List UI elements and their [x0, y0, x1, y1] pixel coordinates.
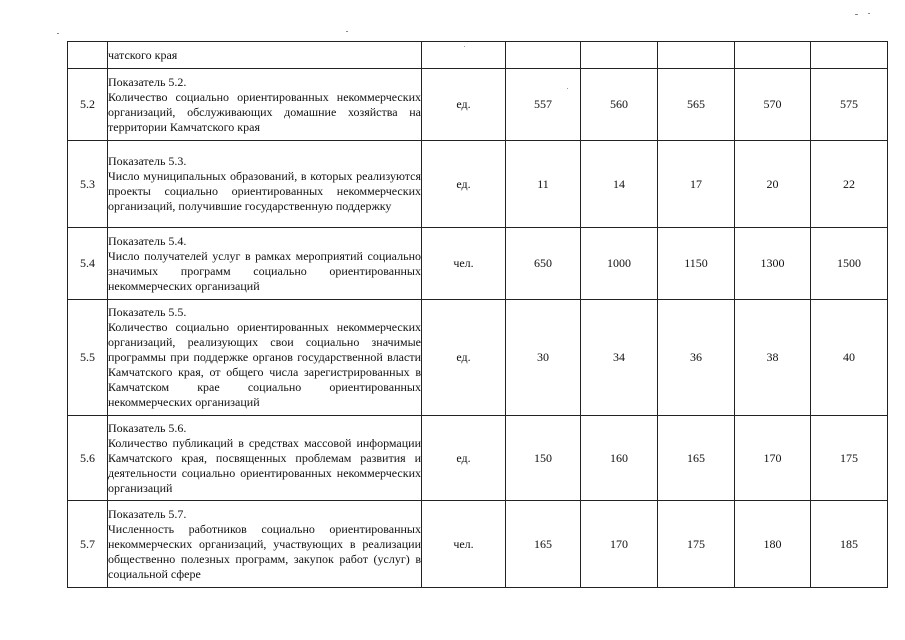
value-cell: [735, 42, 811, 69]
table-row: [68, 228, 888, 300]
value-cell: 1500: [811, 228, 888, 300]
value-cell: 36: [658, 300, 735, 416]
value-cell: 1000: [581, 228, 658, 300]
unit-cell: [422, 42, 506, 69]
indicator-title: Показатель 5.4.: [108, 233, 187, 248]
row-number: 5.6: [68, 416, 108, 501]
scan-speck: [868, 13, 870, 14]
value-cell: 11: [506, 141, 581, 228]
indicator-title: Показатель 5.5.: [108, 305, 187, 319]
scan-speck: [346, 31, 348, 32]
indicator-description: Число муниципальных образований, в которых реализуются проекты социально ориентированных некоммерческих организаций, получившие государственную поддержку: [108, 169, 421, 213]
value-cell: 175: [811, 416, 888, 501]
unit-cell: чел.: [422, 501, 506, 588]
value-cell: 30: [506, 300, 581, 416]
value-cell: 185: [811, 501, 888, 588]
value-cell: 170: [581, 501, 658, 588]
value-cell: [811, 42, 888, 69]
value-cell: 150: [506, 416, 581, 501]
indicator-text: [108, 42, 422, 69]
value-cell: 165: [658, 416, 735, 501]
indicator-description: Количество социально ориентированных некоммерческих организаций, обслуживающих домашние хозяйства на территории Камчатского края: [108, 89, 421, 134]
table-row: [68, 416, 888, 501]
row-number: 5.2: [68, 69, 108, 141]
value-cell: 575: [811, 69, 888, 141]
value-cell: 34: [581, 300, 658, 416]
indicator-description: Численность работников социально ориентированных некоммерческих организаций, участвующих в реализации общественно полезных программ, закупок работ (услуг) в социальной сфере: [108, 521, 421, 581]
indicators-table: [67, 41, 888, 588]
value-cell: 160: [581, 416, 658, 501]
value-cell: 170: [735, 416, 811, 501]
scan-speck: [57, 33, 59, 34]
table-row: [68, 69, 888, 141]
indicator-text: [108, 228, 422, 300]
indicator-text: [108, 141, 422, 228]
value-cell: 1150: [658, 228, 735, 300]
value-cell: 180: [735, 501, 811, 588]
row-number: [68, 42, 108, 69]
indicator-description: чатского края: [108, 47, 178, 62]
indicator-title: Показатель 5.6.: [108, 420, 187, 435]
value-cell: 17: [658, 141, 735, 228]
value-cell: 557: [506, 69, 581, 141]
value-cell: 565: [658, 69, 735, 141]
table-row: [68, 300, 888, 416]
indicator-text: [108, 501, 422, 588]
value-cell: 38: [735, 300, 811, 416]
row-number: 5.3: [68, 141, 108, 228]
indicator-text: [108, 69, 422, 141]
table-row: [68, 501, 888, 588]
indicator-title: Показатель 5.2.: [108, 74, 187, 89]
indicator-description: Число получателей услуг в рамках мероприятий социально значимых программ социально ориентированных некоммерческих организаций: [108, 248, 421, 293]
value-cell: [581, 42, 658, 69]
indicator-description: Количество социально ориентированных некоммерческих организаций, реализующих свои социально значимые программы при поддержке органов государственной власти Камчатского края, от общего числа зарегистрированных в Камчатском крае социально ориентированных некоммерческих организаций: [108, 320, 421, 409]
value-cell: 40: [811, 300, 888, 416]
unit-cell: ед.: [422, 416, 506, 501]
indicator-text: [108, 300, 422, 416]
unit-cell: чел.: [422, 228, 506, 300]
unit-cell: ед.: [422, 141, 506, 228]
row-number: 5.7: [68, 501, 108, 588]
row-number: 5.4: [68, 228, 108, 300]
scan-speck: [855, 14, 858, 15]
table-row-continuation: [68, 42, 888, 69]
value-cell: 1300: [735, 228, 811, 300]
row-number: 5.5: [68, 300, 108, 416]
indicator-text: [108, 416, 422, 501]
unit-cell: ед.: [422, 69, 506, 141]
value-cell: 22: [811, 141, 888, 228]
value-cell: 20: [735, 141, 811, 228]
value-cell: 560: [581, 69, 658, 141]
value-cell: 165: [506, 501, 581, 588]
indicator-title: Показатель 5.3.: [108, 154, 187, 168]
indicator-title: Показатель 5.7.: [108, 506, 187, 521]
value-cell: 570: [735, 69, 811, 141]
value-cell: [506, 42, 581, 69]
value-cell: 175: [658, 501, 735, 588]
value-cell: 650: [506, 228, 581, 300]
table-row: [68, 141, 888, 228]
value-cell: 14: [581, 141, 658, 228]
indicator-description: Количество публикаций в средствах массовой информации Камчатского края, посвященных проблемам развития и деятельности социально ориентированных некоммерческих организаций: [108, 435, 421, 495]
unit-cell: ед.: [422, 300, 506, 416]
value-cell: [658, 42, 735, 69]
